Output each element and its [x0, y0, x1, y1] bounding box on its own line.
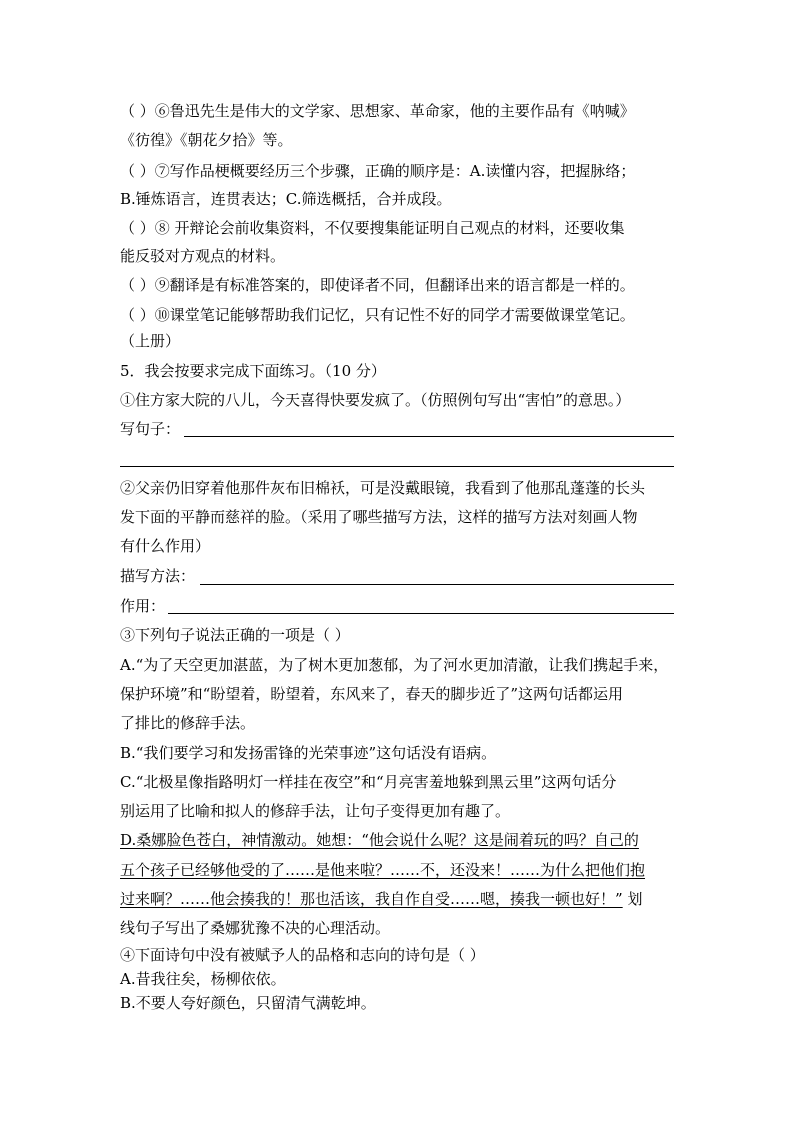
question-7-line-2: B.锤炼语言，连贯表达；C.筛选概括，合并成段。 — [120, 190, 452, 208]
question-8-line-1: （ ）⑧ 开辩论会前收集资料，不仅要搜集能证明自己观点的材料，还要收集 — [120, 219, 625, 237]
exercise-3-prompt: ③下列句子说法正确的一项是（ ） — [120, 626, 350, 644]
effect-label: 作用： — [120, 597, 166, 615]
answer-line[interactable] — [184, 436, 674, 437]
option-b-line: B.“我们要学习和发扬雷锋的光荣事迹”这句话没有语病。 — [120, 744, 497, 762]
volume-note: （上册） — [120, 332, 181, 350]
question-10-line: （ ）⑩课堂笔记能够帮助我们记忆，只有记性不好的同学才需要做课堂笔记。 — [120, 306, 635, 324]
question-6-line-1: （ ）⑥鲁迅先生是伟大的文学家、思想家、革命家，他的主要作品有《呐喊》 — [120, 102, 635, 120]
question-7-line-1: （ ）⑦写作品梗概要经历三个步骤，正确的顺序是：A.读懂内容，把握脉络； — [120, 162, 636, 180]
question-6-line-2: 《彷徨》《朝花夕拾》等。 — [120, 131, 293, 149]
option-a-line-2: 保护环境”和“盼望着，盼望着，东风来了，春天的脚步近了”这两句话都运用 — [120, 685, 624, 703]
poem-option-b: B.不要人夸好颜色，只留清气满乾坤。 — [120, 994, 376, 1012]
option-d-underlined-end: 过来啊？……他会揍我的！那也活该，我自作自受……嗯，揍我一顿也好！” — [120, 890, 623, 908]
exercise-2-line-3: 有什么作用） — [120, 537, 211, 555]
answer-line[interactable] — [168, 613, 674, 614]
option-d-line-2: 五个孩子已经够他受的了……是他来啦？……不，还没来！……为什么把他们抱 — [120, 861, 646, 879]
exercise-2-line-2: 发下面的平静而慈祥的脸。（采用了哪些描写方法，这样的描写方法对刻画人物 — [120, 508, 638, 526]
exercise-2-line-1: ②父亲仍旧穿着他那件灰布旧棉袄，可是没戴眼镜，我看到了他那乱蓬蓬的长头 — [120, 479, 646, 497]
option-c-line-1: C.“北极星像指路明灯一样挂在夜空”和“月亮害羞地躲到黑云里”这两句话分 — [120, 773, 617, 791]
exercise-1-prompt: ①住方家大院的八儿，今天喜得快要发疯了。（仿照例句写出“害怕”的意思。） — [120, 391, 631, 409]
question-8-line-2: 能反驳对方观点的材料。 — [120, 247, 286, 265]
section-5-heading: 5．我会按要求完成下面练习。（10 分） — [120, 362, 386, 380]
question-9-line: （ ）⑨翻译是有标准答案的，即使译者不同，但翻译出来的语言都是一样的。 — [120, 276, 635, 294]
answer-line[interactable] — [120, 466, 674, 467]
answer-line[interactable] — [200, 584, 674, 585]
option-d-line-1: D.桑娜脸色苍白，神情激动。她想：“他会说什么呢？这是闹着玩的吗？自己的 — [120, 831, 639, 849]
write-sentence-label: 写句子： — [120, 420, 181, 438]
option-d-plain-text: 划 — [627, 890, 643, 908]
option-c-line-2: 别运用了比喻和拟人的修辞手法，让句子变得更加有趣了。 — [120, 802, 511, 820]
description-method-label: 描写方法： — [120, 567, 196, 585]
option-a-line-1: A.“为了天空更加湛蓝，为了树木更加葱郁，为了河水更加清澈，让我们携起手来， — [120, 656, 669, 674]
option-d-line-4: 线句子写出了桑娜犹豫不决的心理活动。 — [120, 919, 391, 937]
option-a-line-3: 了排比的修辞手法。 — [120, 714, 256, 732]
exercise-4-prompt: ④下面诗句中没有被赋予人的品格和志向的诗句是（ ） — [120, 946, 485, 964]
poem-option-a: A.昔我往矣，杨柳依依。 — [120, 970, 286, 988]
option-d-line-3 — [120, 890, 642, 908]
